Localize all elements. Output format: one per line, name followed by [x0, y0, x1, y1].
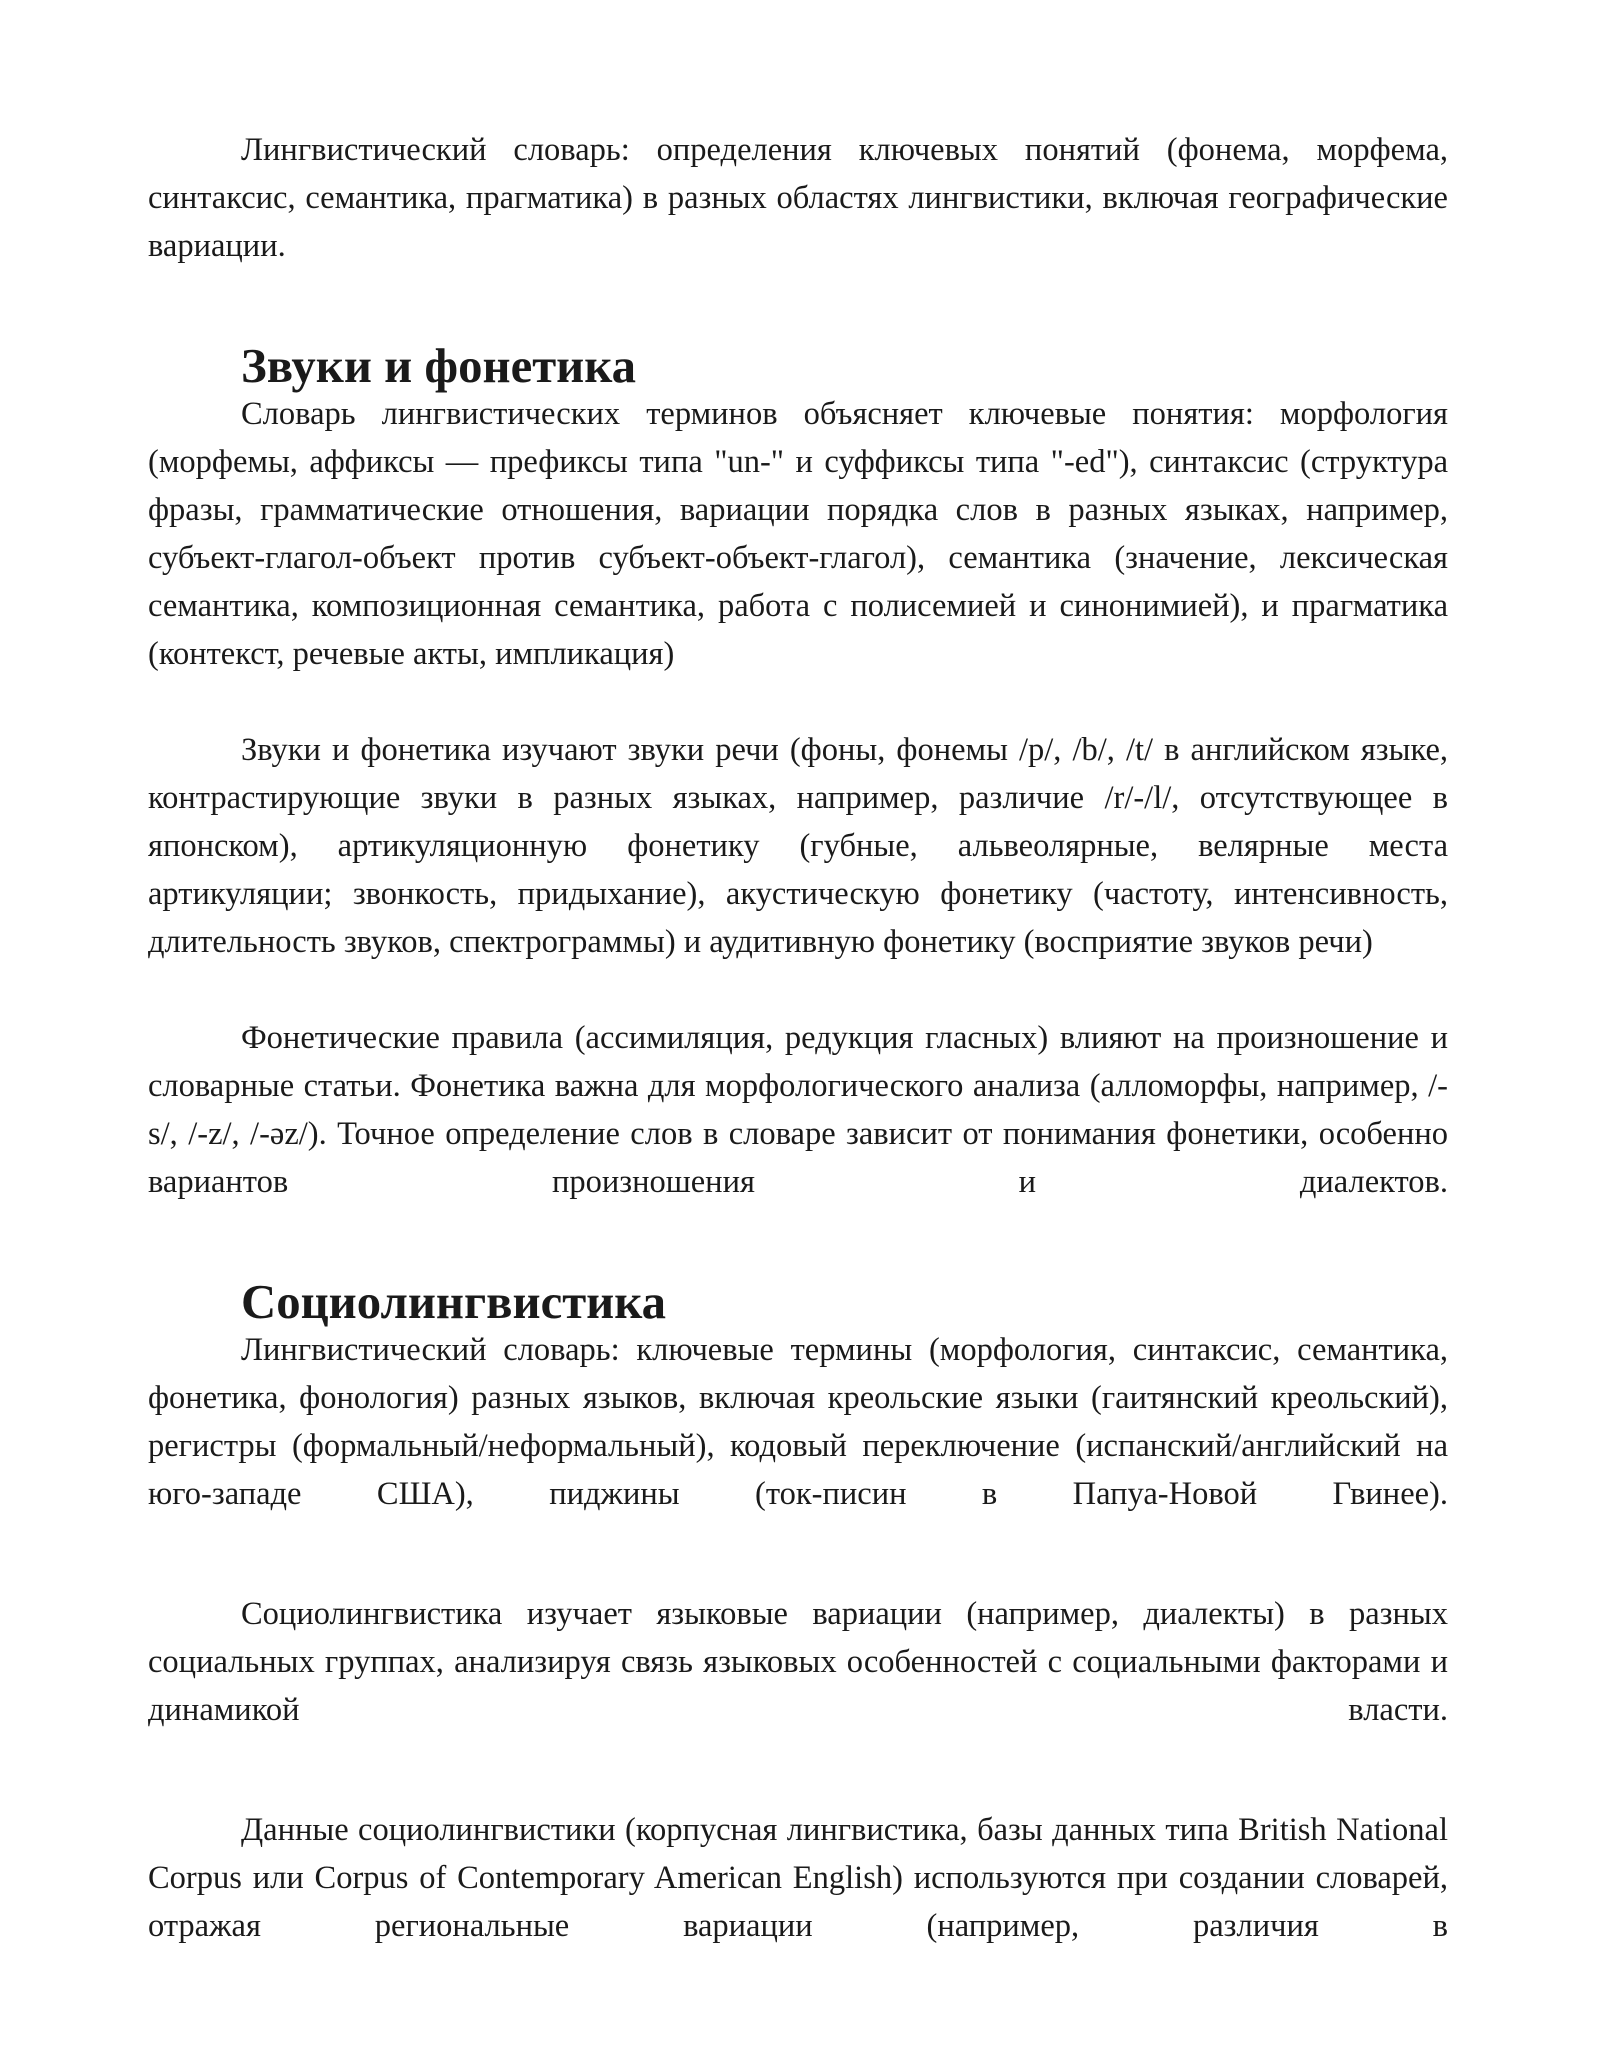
- intro-paragraph: Лингвистический словарь: определения ключевых понятий (фонема, морфема, синтаксис, семантика, прагматика) в разных областях лингвистики, включая географические вариации.: [148, 132, 1448, 264]
- section-heading-phonetics: Звуки и фонетика: [241, 339, 636, 393]
- sociolinguistics-paragraph-1: Лингвистический словарь: ключевые термины (морфология, синтаксис, семантика, фонетика, фонология) разных языков, включая креольские языки (гаитянский креольский), регистры (формальный/неформальный), кодовый переключение (испанский/английский на юго-западе США), пиджины (ток-писин в Папуа-Новой Гвинее).: [148, 1332, 1448, 1512]
- spacer: [148, 270, 1448, 342]
- document-page: [148, 126, 1448, 1950]
- sociolinguistics-paragraph-3: Данные социолингвистики (корпусная лингвистика, базы данных типа British National Corpus или Corpus of Contemporary American English) используются при создании словарей, отражая региональные вариации (например, различия в: [148, 1812, 1448, 1944]
- sociolinguistics-paragraph-2: Социолингвистика изучает языковые вариации (например, диалекты) в разных социальных группах, анализируя связь языковых особенностей с социальными факторами и динамикой власти.: [148, 1596, 1448, 1728]
- phonetics-paragraph-3: Фонетические правила (ассимиляция, редукция гласных) влияют на произношение и словарные статьи. Фонетика важна для морфологического анализа (алломорфы, например, /-s/, /-z/, /-əz/). Точное определение слов в словаре зависит от понимания фонетики, особенно вариантов произношения и диалектов.: [148, 1020, 1448, 1200]
- spacer: [148, 1734, 1448, 1806]
- phonetics-paragraph-2: Звуки и фонетика изучают звуки речи (фоны, фонемы /p/, /b/, /t/ в английском языке, контрастирующие звуки в разных языках, например, различие /r/-/l/, отсутствующее в японском), артикуляционную фонетику (губные, альвеолярные, велярные места артикуляции; звонкость, придыхание), акустическую фонетику (частоту, интенсивность, длительность звуков, спектрограммы) и аудитивную фонетику (восприятие звуков речи): [148, 732, 1448, 960]
- phonetics-paragraph-1: Словарь лингвистических терминов объясняет ключевые понятия: морфология (морфемы, аффиксы — префиксы типа "un-" и суффиксы типа "-ed"), синтаксис (структура фразы, грамматические отношения, вариации порядка слов в разных языках, например, субъект-глагол-объект против субъект-объект-глагол), семантика (значение, лексическая семантика, композиционная семантика, работа с полисемией и синонимией), и прагматика (контекст, речевые акты, импликация): [148, 396, 1448, 672]
- spacer: [148, 1206, 1448, 1278]
- spacer: [148, 678, 1448, 726]
- spacer: [148, 966, 1448, 1014]
- spacer: [148, 1518, 1448, 1590]
- section-heading-sociolinguistics: Социолингвистика: [241, 1275, 666, 1329]
